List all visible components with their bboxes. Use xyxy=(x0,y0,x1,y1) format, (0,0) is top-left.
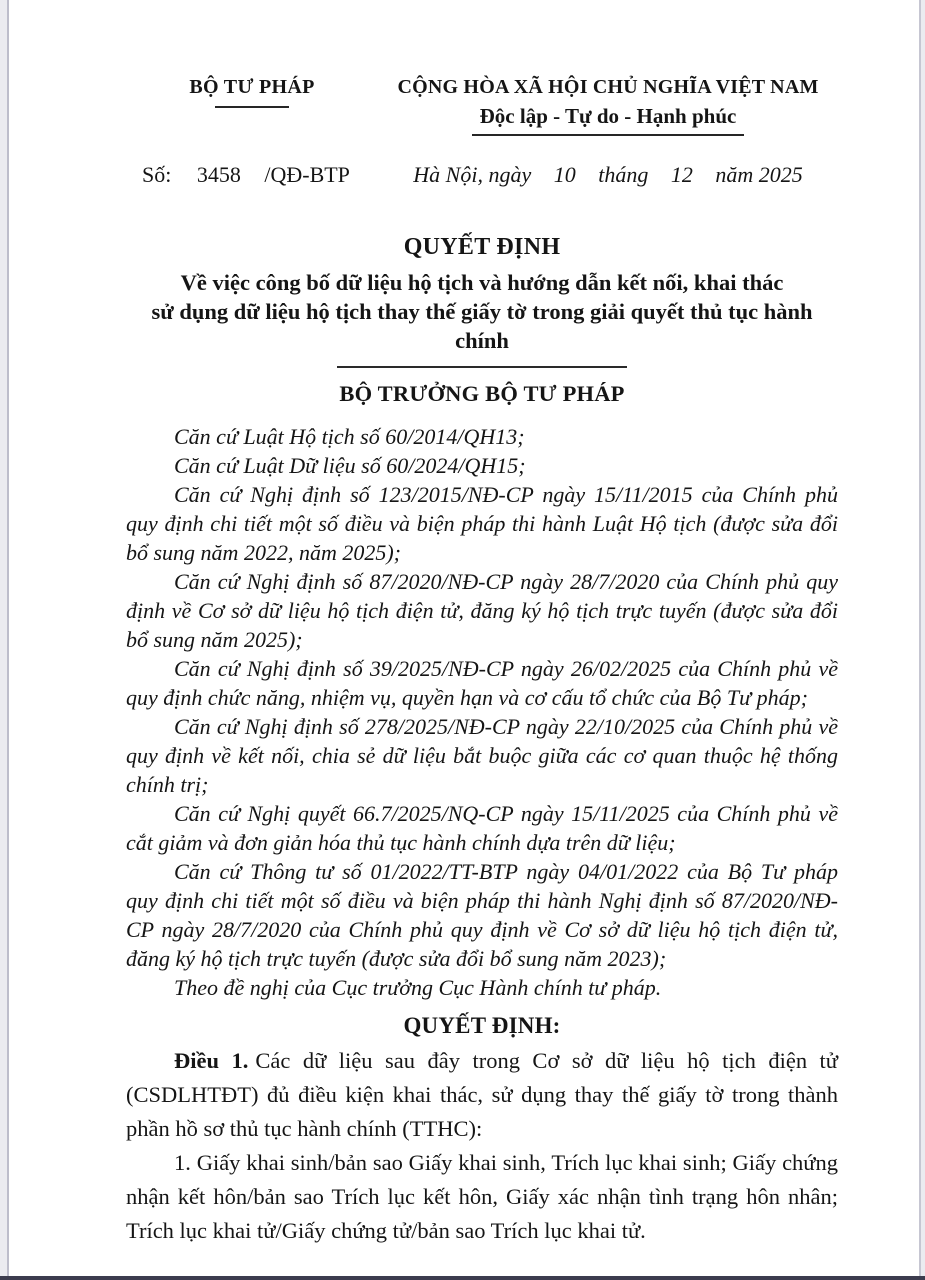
motto-underline xyxy=(472,134,744,136)
preamble-paragraph: Căn cứ Nghị quyết 66.7/2025/NQ-CP ngày 15/11/2025 của Chính phủ về cắt giảm và đơn giản hóa thủ tục hành chính dựa trên dữ liệu; xyxy=(126,801,838,855)
preamble-paragraph: Căn cứ Luật Dữ liệu số 60/2024/QH15; xyxy=(174,453,526,478)
issuing-org: BỘ TƯ PHÁP xyxy=(189,76,315,98)
title-divider xyxy=(337,366,627,368)
article-1 xyxy=(126,1044,838,1146)
scan-edge-left xyxy=(0,0,9,1280)
preamble-paragraph: Căn cứ Nghị định số 39/2025/NĐ-CP ngày 26/02/2025 của Chính phủ về quy định chức năng, nhiệm vụ, quyền hạn và cơ cấu tổ chức của Bộ Tư pháp; xyxy=(126,656,838,710)
number-value: 3458 xyxy=(196,162,241,187)
date-day: 10 xyxy=(553,162,576,187)
national-title: CỘNG HÒA XÃ HỘI CHỦ NGHĨA VIỆT NAM xyxy=(397,76,819,98)
decision-body xyxy=(126,1044,838,1248)
scan-edge-bottom xyxy=(0,1276,925,1280)
date-month: 12 xyxy=(670,162,693,187)
document-page xyxy=(126,0,838,1248)
date-month-label: tháng xyxy=(598,162,649,187)
place-date-prefix: Hà Nội, ngày xyxy=(413,162,532,187)
article-1-label: Điều 1. xyxy=(174,1048,249,1073)
article-1-text: Các dữ liệu sau đây trong Cơ sở dữ liệu hộ tịch điện tử (CSDLHTĐT) đủ điều kiện khai thác, sử dụng thay thế giấy tờ trong thành phần hồ sơ thủ tục hành chính (TTHC): xyxy=(126,1048,839,1141)
preamble-paragraph: Căn cứ Nghị định số 87/2020/NĐ-CP ngày 28/7/2020 của Chính phủ quy định về Cơ sở dữ liệu hộ tịch điện tử, đăng ký hộ tịch trực tuyến (được sửa đổi bổ sung năm 2025); xyxy=(126,569,838,652)
national-header-block xyxy=(378,76,838,136)
preamble-section xyxy=(126,422,838,1002)
issuing-org-underline xyxy=(215,106,289,108)
scan-edge-right xyxy=(919,0,925,1280)
preamble-paragraph: Căn cứ Nghị định số 278/2025/NĐ-CP ngày 22/10/2025 của Chính phủ về quy định về kết nối, chia sẻ dữ liệu bắt buộc giữa các cơ quan thuộc hệ thống chính trị; xyxy=(126,714,838,797)
issuing-authority: BỘ TRƯỞNG BỘ TƯ PHÁP xyxy=(339,381,625,406)
preamble-paragraph: Theo đề nghị của Cục trưởng Cục Hành chính tư pháp. xyxy=(174,975,662,1000)
article-1-item-1: 1. Giấy khai sinh/bản sao Giấy khai sinh, Trích lục khai sinh; Giấy chứng nhận kết hôn/bản sao Trích lục kết hôn, Giấy xác nhận tình trạng hôn nhân; Trích lục khai tử/Giấy chứng tử/bản sao Trích lục khai tử. xyxy=(126,1150,838,1243)
document-header xyxy=(126,76,838,136)
document-number xyxy=(126,162,378,188)
document-subtitle xyxy=(126,268,838,355)
number-date-row xyxy=(126,162,838,188)
national-motto: Độc lập - Tự do - Hạnh phúc xyxy=(479,104,737,128)
subtitle-line-1: Về việc công bố dữ liệu hộ tịch và hướng dẫn kết nối, khai thác xyxy=(180,270,784,295)
place-date xyxy=(378,162,838,188)
number-suffix: /QĐ-BTP xyxy=(264,162,350,187)
preamble-paragraph: Căn cứ Luật Hộ tịch số 60/2014/QH13; xyxy=(174,424,525,449)
preamble-paragraph: Căn cứ Thông tư số 01/2022/TT-BTP ngày 04/01/2022 của Bộ Tư pháp quy định chi tiết một số điều và biện pháp thi hành Nghị định số 87/2020/NĐ-CP ngày 28/7/2020 của Chính phủ quy định về Cơ sở dữ liệu hộ tịch điện tử, đăng ký hộ tịch trực tuyến (được sửa đổi bổ sung năm 2023); xyxy=(126,859,838,971)
number-label: Số: xyxy=(142,162,172,187)
subtitle-line-2: sử dụng dữ liệu hộ tịch thay thế giấy tờ trong giải quyết thủ tục hành chính xyxy=(151,299,813,353)
preamble-paragraph: Căn cứ Nghị định số 123/2015/NĐ-CP ngày 15/11/2015 của Chính phủ quy định chi tiết một số điều và biện pháp thi hành Luật Hộ tịch (được sửa đổi bổ sung năm 2022, năm 2025); xyxy=(126,482,838,565)
issuing-org-block xyxy=(126,76,378,136)
document-title: QUYẾT ĐỊNH xyxy=(403,234,561,260)
decision-heading: QUYẾT ĐỊNH: xyxy=(403,1013,561,1038)
date-year: năm 2025 xyxy=(715,162,803,187)
